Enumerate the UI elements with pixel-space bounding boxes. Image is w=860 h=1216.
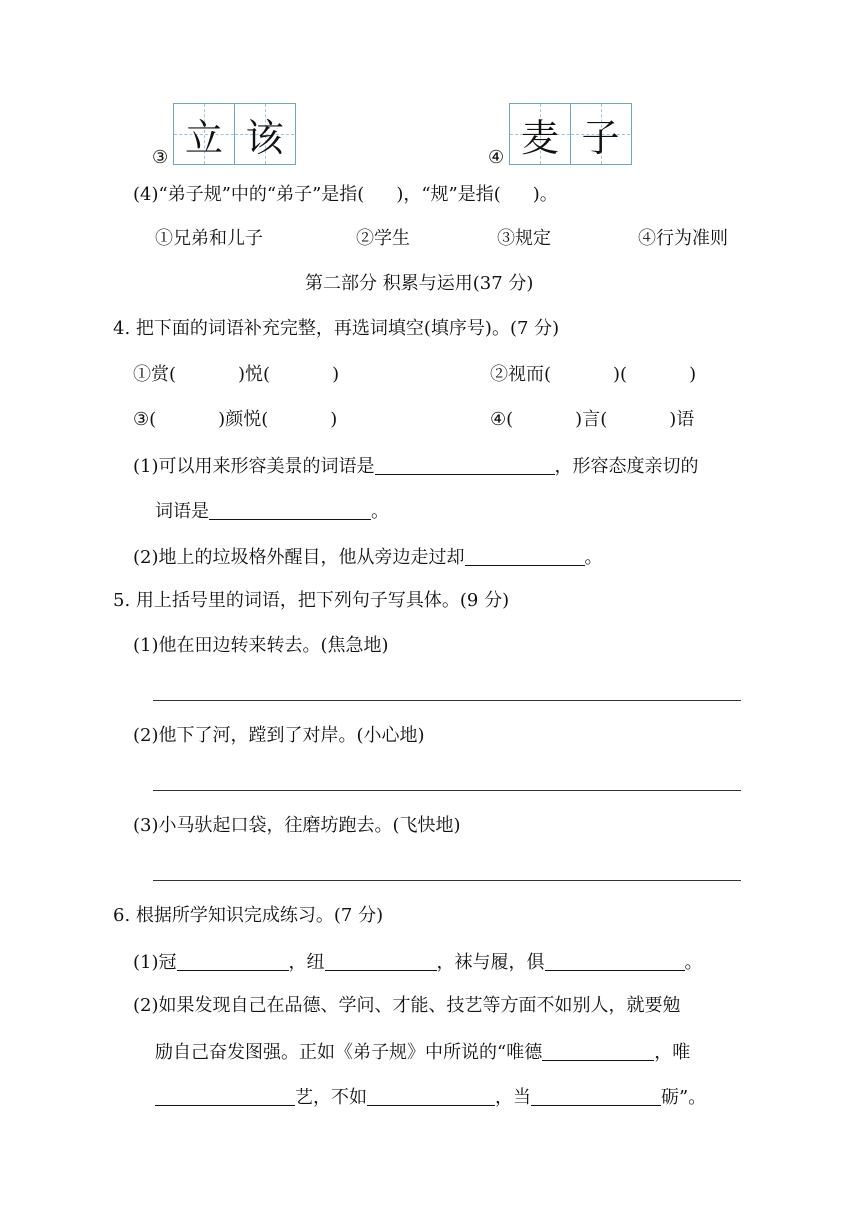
option-item: ①兄弟和儿子 [155,228,263,249]
grid-cell: 子 [570,104,630,164]
word-item: ③( )颜悦( ) [133,409,338,430]
question-text: (4)“弟子规”中的“弟子”是指( )，“规”是指( )。 [133,184,558,205]
answer-blank[interactable] [375,456,555,475]
sentence-prompt: (2)他下了河，蹚到了对岸。(小心地) [133,725,425,746]
section-title: 第二部分 积累与运用(37 分) [305,273,534,294]
fill-in-line: (1)冠 ，纽 ，袜与履，俱 。 [133,952,703,973]
char-grid [173,103,296,165]
fill-in-line: (2)地上的垃圾格外醒目，他从旁边走过却 。 [133,547,603,568]
fill-in-line: 艺，不如 ，当 砺”。 [155,1087,706,1107]
grid-cell: 立 [174,104,234,164]
answer-blank[interactable] [325,952,437,971]
grid-marker: ④ [488,147,505,168]
grid-cell: 麦 [510,104,570,164]
answer-blank[interactable] [155,1087,295,1106]
answer-line[interactable] [153,880,741,881]
sentence-prompt: (3)小马驮起口袋，往磨坊跑去。(飞快地) [133,815,461,836]
fill-in-line: 励自己奋发图强。正如《弟子规》中所说的“唯德 ，唯 [155,1042,691,1063]
sentence-prompt: (1)他在田边转来转去。(焦急地) [133,635,389,656]
question-title: 5. 用上括号里的词语，把下列句子写具体。(9 分) [113,590,510,611]
option-item: ③规定 [497,228,551,249]
word-item: ④( )言( )语 [490,409,695,430]
char-grid [509,103,632,165]
grid-marker: ③ [152,147,169,168]
grid-cell: 该 [234,104,294,164]
option-item: ②学生 [356,228,410,249]
question-title: 6. 根据所学知识完成练习。(7 分) [113,905,384,926]
question-title: 4. 把下面的词语补充完整，再选词填空(填序号)。(7 分) [113,318,560,339]
answer-blank[interactable] [209,501,371,520]
answer-blank[interactable] [177,952,289,971]
answer-blank[interactable] [545,952,685,971]
option-item: ④行为准则 [638,228,728,249]
answer-line[interactable] [153,700,741,701]
fill-in-line: (1)可以用来形容美景的词语是 ，形容态度亲切的 [133,456,699,477]
paragraph-line: (2)如果发现自己在品德、学问、才能、技艺等方面不如别人，就要勉 [133,995,681,1016]
answer-blank[interactable] [542,1042,654,1061]
word-item: ②视而( )( ) [490,364,697,385]
word-item: ①赏( )悦( ) [133,364,340,385]
answer-line[interactable] [153,790,741,791]
fill-in-line: 词语是 。 [155,501,389,522]
answer-blank[interactable] [531,1087,661,1106]
answer-blank[interactable] [367,1087,495,1106]
answer-blank[interactable] [465,547,585,566]
